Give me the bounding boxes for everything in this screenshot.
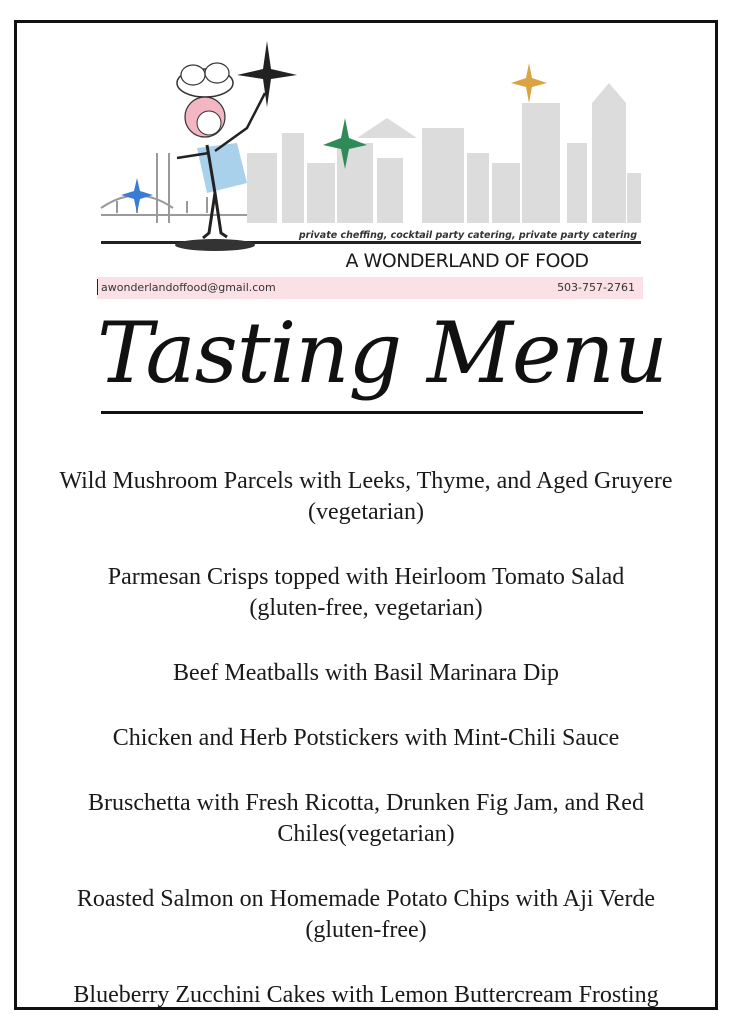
menu-item-line: Blueberry Zucchini Cakes with Lemon Buttercream Frosting <box>73 982 659 1008</box>
page-title: Tasting Menu <box>97 304 667 402</box>
menu-item-line: Beef Meatballs with Basil Marinara Dip <box>173 660 559 686</box>
menu-item-line: Wild Mushroom Parcels with Leeks, Thyme, and Aged Gruyere <box>59 468 673 494</box>
menu-item-note: (gluten-free) <box>305 917 427 943</box>
menu-item <box>17 562 715 624</box>
menu-card <box>14 20 718 1010</box>
contact-band <box>97 277 643 299</box>
menu-item-note: Chiles(vegetarian) <box>277 821 455 847</box>
menu-item-line: Parmesan Crisps topped with Heirloom Tomato Salad <box>107 564 625 590</box>
menu-item <box>17 466 715 528</box>
title-underline <box>101 411 643 414</box>
menu-item <box>17 980 715 1010</box>
menu-item-line: Chicken and Herb Potstickers with Mint-Chili Sauce <box>112 725 620 751</box>
brand-name: A WONDERLAND OF FOOD <box>345 250 589 272</box>
menu-item-note: (gluten-free, vegetarian) <box>249 595 483 621</box>
menu-item <box>17 884 715 946</box>
menu-item <box>17 788 715 850</box>
text-cursor <box>97 279 98 295</box>
company-logo <box>97 33 643 293</box>
menu-item <box>17 658 715 689</box>
menu-item-line: Roasted Salmon on Homemade Potato Chips with Aji Verde <box>76 886 656 912</box>
menu-item-note: (vegetarian) <box>308 499 424 525</box>
city-skyline <box>247 83 641 223</box>
contact-phone: 503-757-2761 <box>557 281 635 294</box>
contact-email: awonderlandoffood@gmail.com <box>101 281 276 294</box>
menu-item <box>17 723 715 754</box>
menu-item-line: Bruschetta with Fresh Ricotta, Drunken Fig Jam, and Red <box>88 790 644 816</box>
logo-tagline: private cheffing, cocktail party catering, private party catering <box>298 230 637 241</box>
menu-list <box>17 466 715 1010</box>
